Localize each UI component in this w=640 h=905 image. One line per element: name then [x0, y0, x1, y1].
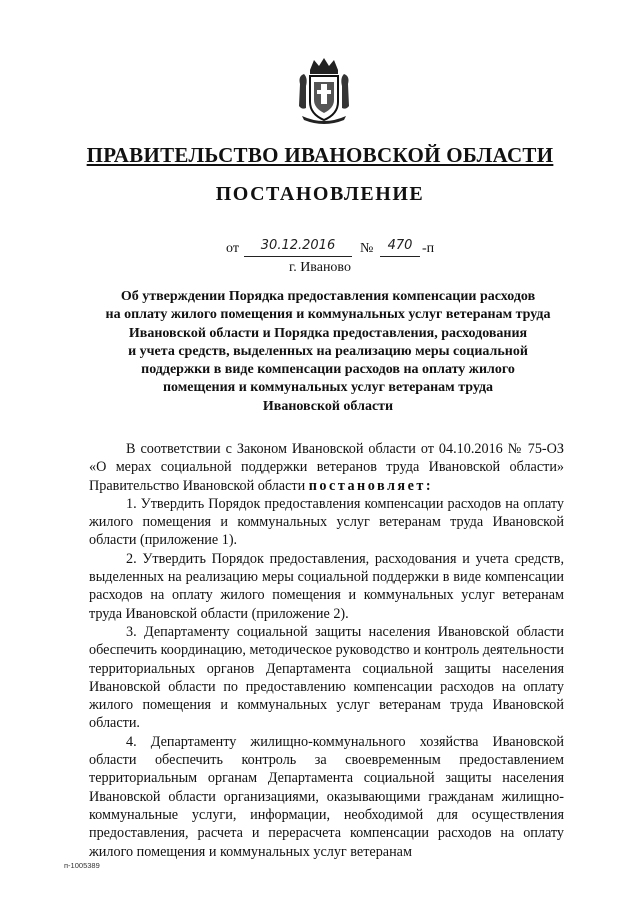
subject-line: Об утверждении Порядка предоставления компенсации расходов: [120, 289, 536, 304]
number-suffix: -п: [422, 241, 435, 256]
decree-date: 30.12.2016: [244, 236, 352, 257]
decree-number: 470: [380, 236, 420, 257]
preamble-text: В соответствии с Законом Ивановской области от 04.10.2016 № 75-ОЗ «О мерах социальной поддержки ветеранов труда Ивановской области» Правительство Ивановской области: [89, 441, 564, 494]
decree-word: постановляет:: [308, 477, 434, 494]
from-label: от: [226, 241, 239, 256]
subject-line: Ивановской области и Порядка предоставления, расходования: [128, 325, 528, 341]
subject-line: поддержки в виде компенсации расходов на оплату жилого: [141, 362, 515, 378]
city: г. Иваново: [289, 260, 351, 275]
preamble-paragraph: [89, 440, 564, 495]
item-paragraph: 2. Утвердить Порядок предоставления, расходования и учета средств, выделенных на реализацию меры социальной поддержки в виде компенсации расходов на оплату жилого помещения и коммунальных услуг ветеранам труда Ивановской области (приложение 2).: [89, 550, 564, 622]
organization-title: ПРАВИТЕЛЬСТВО ИВАНОВСКОЙ ОБЛАСТИ: [86, 143, 554, 167]
item-paragraph: 4. Департаменту жилищно-коммунального хозяйства Ивановской области обеспечить контроль за своевременным предоставлением территориальным органам Департамента социальной защиты населения Ивановской области организациями, оказывающими гражданам жилищно-коммунальные услуги, информации, необходимой для осуществления предоставления, расчета и перерасчета компенсации расходов на оплату жилого помещения и коммунальных услуг ветеранам: [89, 733, 564, 860]
number-label: №: [360, 241, 374, 256]
item-paragraph: 3. Департаменту социальной защиты населения Ивановской области обеспечить координацию, методическое руководство и контроль деятельности территориальных органов Департамента социальной защиты населения Ивановской области по предоставлению компенсации расходов на оплату жилого помещения и коммунальных услуг ветеранам труда Ивановской области.: [89, 623, 564, 732]
date-number-line: [226, 236, 446, 260]
decree-subject: [80, 288, 576, 416]
item-paragraph: 1. Утвердить Порядок предоставления компенсации расходов на оплату жилого помещения и коммунальных услуг ветеранам труда Ивановской области (приложение 1).: [89, 495, 564, 549]
decree-body: [89, 440, 564, 861]
subject-line: и учета средств, выделенных на реализацию меры социальной: [128, 343, 528, 359]
document-type: ПОСТАНОВЛЕНИЕ: [215, 183, 425, 205]
subject-line: Ивановской области: [262, 398, 394, 414]
subject-line: на оплату жилого помещения и коммунальных услуг ветеранам труда: [105, 307, 551, 323]
document-code: п-1005389: [64, 861, 100, 870]
coat-of-arms-icon: [296, 56, 352, 126]
subject-line: помещения и коммунальных услуг ветеранам труда: [162, 380, 494, 396]
